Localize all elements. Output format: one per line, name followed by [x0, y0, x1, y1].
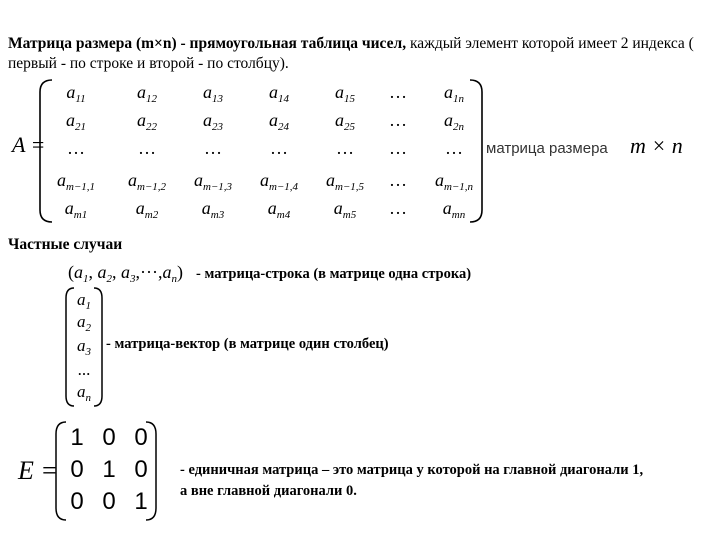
matrix-a-entry: … [138, 138, 156, 158]
identity-entry: 1 [102, 456, 116, 483]
matrix-a-cell [114, 82, 180, 105]
special-cases-heading: Частные случаи [8, 236, 123, 253]
matrix-a-entry: $a_{m3}$ [201, 198, 225, 221]
matrix-a-cell [312, 198, 378, 221]
row-vector [68, 262, 183, 285]
identity-entry: 1 [134, 488, 148, 515]
matrix-size-label: матрица размера [486, 140, 608, 157]
column-vector-entry: ... [77, 360, 91, 379]
row-vector-entry: $a_1$ [74, 262, 89, 285]
matrix-a-cell [180, 170, 246, 193]
row-vector-entry: $a_2$ [97, 262, 112, 285]
matrix-a-entry: $a_{14}$ [269, 82, 289, 105]
column-vector-entry: $a_n$ [77, 382, 91, 404]
matrix-a-cell [424, 82, 484, 105]
matrix-a-entry: $a_{m5}$ [333, 198, 357, 221]
matrix-a-entry: $a_{1n}$ [444, 82, 464, 105]
row-vector-punctuation: , [88, 262, 98, 282]
matrix-a-entry: … [67, 138, 85, 158]
identity-label: E = [18, 456, 58, 485]
matrix-a-cell [114, 138, 180, 159]
row-vector-punctuation: , [112, 262, 121, 282]
column-vector-cell [66, 312, 102, 334]
matrix-a-cell [246, 82, 312, 105]
matrix-a-cell [246, 198, 312, 221]
matrix-a-cell [114, 198, 180, 221]
column-vector-entry: $a_2$ [77, 312, 91, 334]
matrix-a-entry: $a_{22}$ [137, 110, 157, 133]
matrix-a-entry: $a_{21}$ [66, 110, 86, 133]
matrix-a-entry: $a_{11}$ [66, 82, 86, 105]
matrix-a-entry: … [445, 138, 463, 158]
column-vector-cell [66, 360, 102, 380]
matrix-a-cell [312, 138, 378, 159]
matrix-a-cell [424, 110, 484, 133]
identity-description-line-1: - единичная матрица – это матрица у которой на главной диагонали 1, [180, 462, 644, 478]
matrix-a-entry: $a_{2n}$ [444, 110, 464, 133]
matrix-a-entry: $a_{12}$ [137, 82, 157, 105]
matrix-a-cell [312, 110, 378, 133]
row-vector-punctuation: ( [68, 262, 74, 282]
identity-matrix [58, 422, 156, 520]
matrix-a-entry: … [389, 170, 407, 190]
column-vector [66, 288, 102, 408]
matrix-a-entry: … [336, 138, 354, 158]
identity-entry: 0 [70, 456, 84, 483]
matrix-a-entry: $a_{m2}$ [135, 198, 159, 221]
matrix-a-cell [312, 82, 378, 105]
matrix-a-cell [378, 138, 418, 159]
matrix-a-cell [180, 198, 246, 221]
identity-entry: 0 [102, 424, 116, 451]
matrix-a-cell [424, 170, 484, 193]
matrix-a-cell [180, 110, 246, 133]
matrix-a-cell [48, 138, 104, 159]
matrix-a-cell [378, 110, 418, 131]
matrix-a-cell [48, 110, 104, 133]
matrix-a-entry: … [389, 198, 407, 218]
matrix-a-entry: $a_{24}$ [269, 110, 289, 133]
matrix-a-entry: $a_{m4}$ [267, 198, 291, 221]
matrix-a-entry: $a_{m-1,3}$ [193, 170, 233, 193]
matrix-a-cell [48, 82, 104, 105]
row-vector-entry: $a_n$ [162, 262, 177, 285]
column-vector-cell [66, 290, 102, 312]
row-vector-punctuation: ) [176, 262, 183, 282]
intro-paragraph [8, 34, 718, 74]
row-vector-entry: $a_3$ [121, 262, 136, 285]
matrix-a [40, 80, 486, 224]
row-vector-description: - матрица-строка (в матрице одна строка) [196, 266, 472, 282]
matrix-a-entry: $a_{23}$ [203, 110, 223, 133]
matrix-a-cell [48, 198, 104, 221]
matrix-a-entry: … [389, 138, 407, 158]
matrix-a-entry: … [270, 138, 288, 158]
matrix-size-symbol: m × n [630, 133, 683, 158]
matrix-a-cell [246, 138, 312, 159]
intro-bold-text: Матрица размера (m×n) - прямоугольная таблица чисел, [8, 35, 407, 52]
identity-entry: 0 [102, 488, 116, 515]
column-vector-entry: $a_1$ [77, 290, 91, 312]
identity-description-line-2: а вне главной диагонали 0. [180, 483, 357, 499]
identity-description [180, 460, 700, 502]
matrix-a-cell [246, 110, 312, 133]
matrix-a-entry: $a_{25}$ [335, 110, 355, 133]
matrix-a-cell [424, 198, 484, 221]
identity-entry: 0 [70, 488, 84, 515]
matrix-a-cell [246, 170, 312, 193]
identity-entry: 1 [70, 424, 84, 451]
matrix-a-entry: $a_{15}$ [335, 82, 355, 105]
column-vector-cell [66, 382, 102, 404]
column-vector-entry: $a_3$ [77, 336, 91, 358]
matrix-a-entry: … [389, 110, 407, 130]
matrix-a-cell [378, 82, 418, 103]
identity-entry: 0 [134, 424, 148, 451]
matrix-a-cell [48, 170, 104, 193]
matrix-a-cell [114, 110, 180, 133]
column-vector-description: - матрица-вектор (в матрице один столбец) [106, 336, 389, 352]
matrix-a-entry: $a_{m-1,1}$ [56, 170, 96, 193]
matrix-a-cell [180, 138, 246, 159]
column-vector-cell [66, 336, 102, 358]
matrix-a-entry: $a_{m-1,n}$ [434, 170, 474, 193]
matrix-a-entry: $a_{m-1,4}$ [259, 170, 299, 193]
matrix-a-cell [378, 170, 418, 191]
matrix-a-cell [312, 170, 378, 193]
matrix-a-cell [114, 170, 180, 193]
matrix-a-entry: … [204, 138, 222, 158]
matrix-a-entry: $a_{m-1,5}$ [325, 170, 365, 193]
matrix-a-cell [424, 138, 484, 159]
row-vector-punctuation: ,···, [135, 262, 163, 282]
matrix-a-entry: $a_{mn}$ [442, 198, 466, 221]
matrix-a-cell [378, 198, 418, 219]
intro-regular-text: каждый элемент которой имеет 2 индекса ( первый - по строке и второй - по столбцу). [8, 35, 694, 72]
identity-entry: 0 [134, 456, 148, 483]
matrix-a-entry: … [389, 82, 407, 102]
matrix-a-entry: $a_{m-1,2}$ [127, 170, 167, 193]
matrix-a-entry: $a_{13}$ [203, 82, 223, 105]
matrix-a-label: A = [12, 132, 46, 157]
matrix-a-cell [180, 82, 246, 105]
matrix-a-entry: $a_{m1}$ [64, 198, 88, 221]
